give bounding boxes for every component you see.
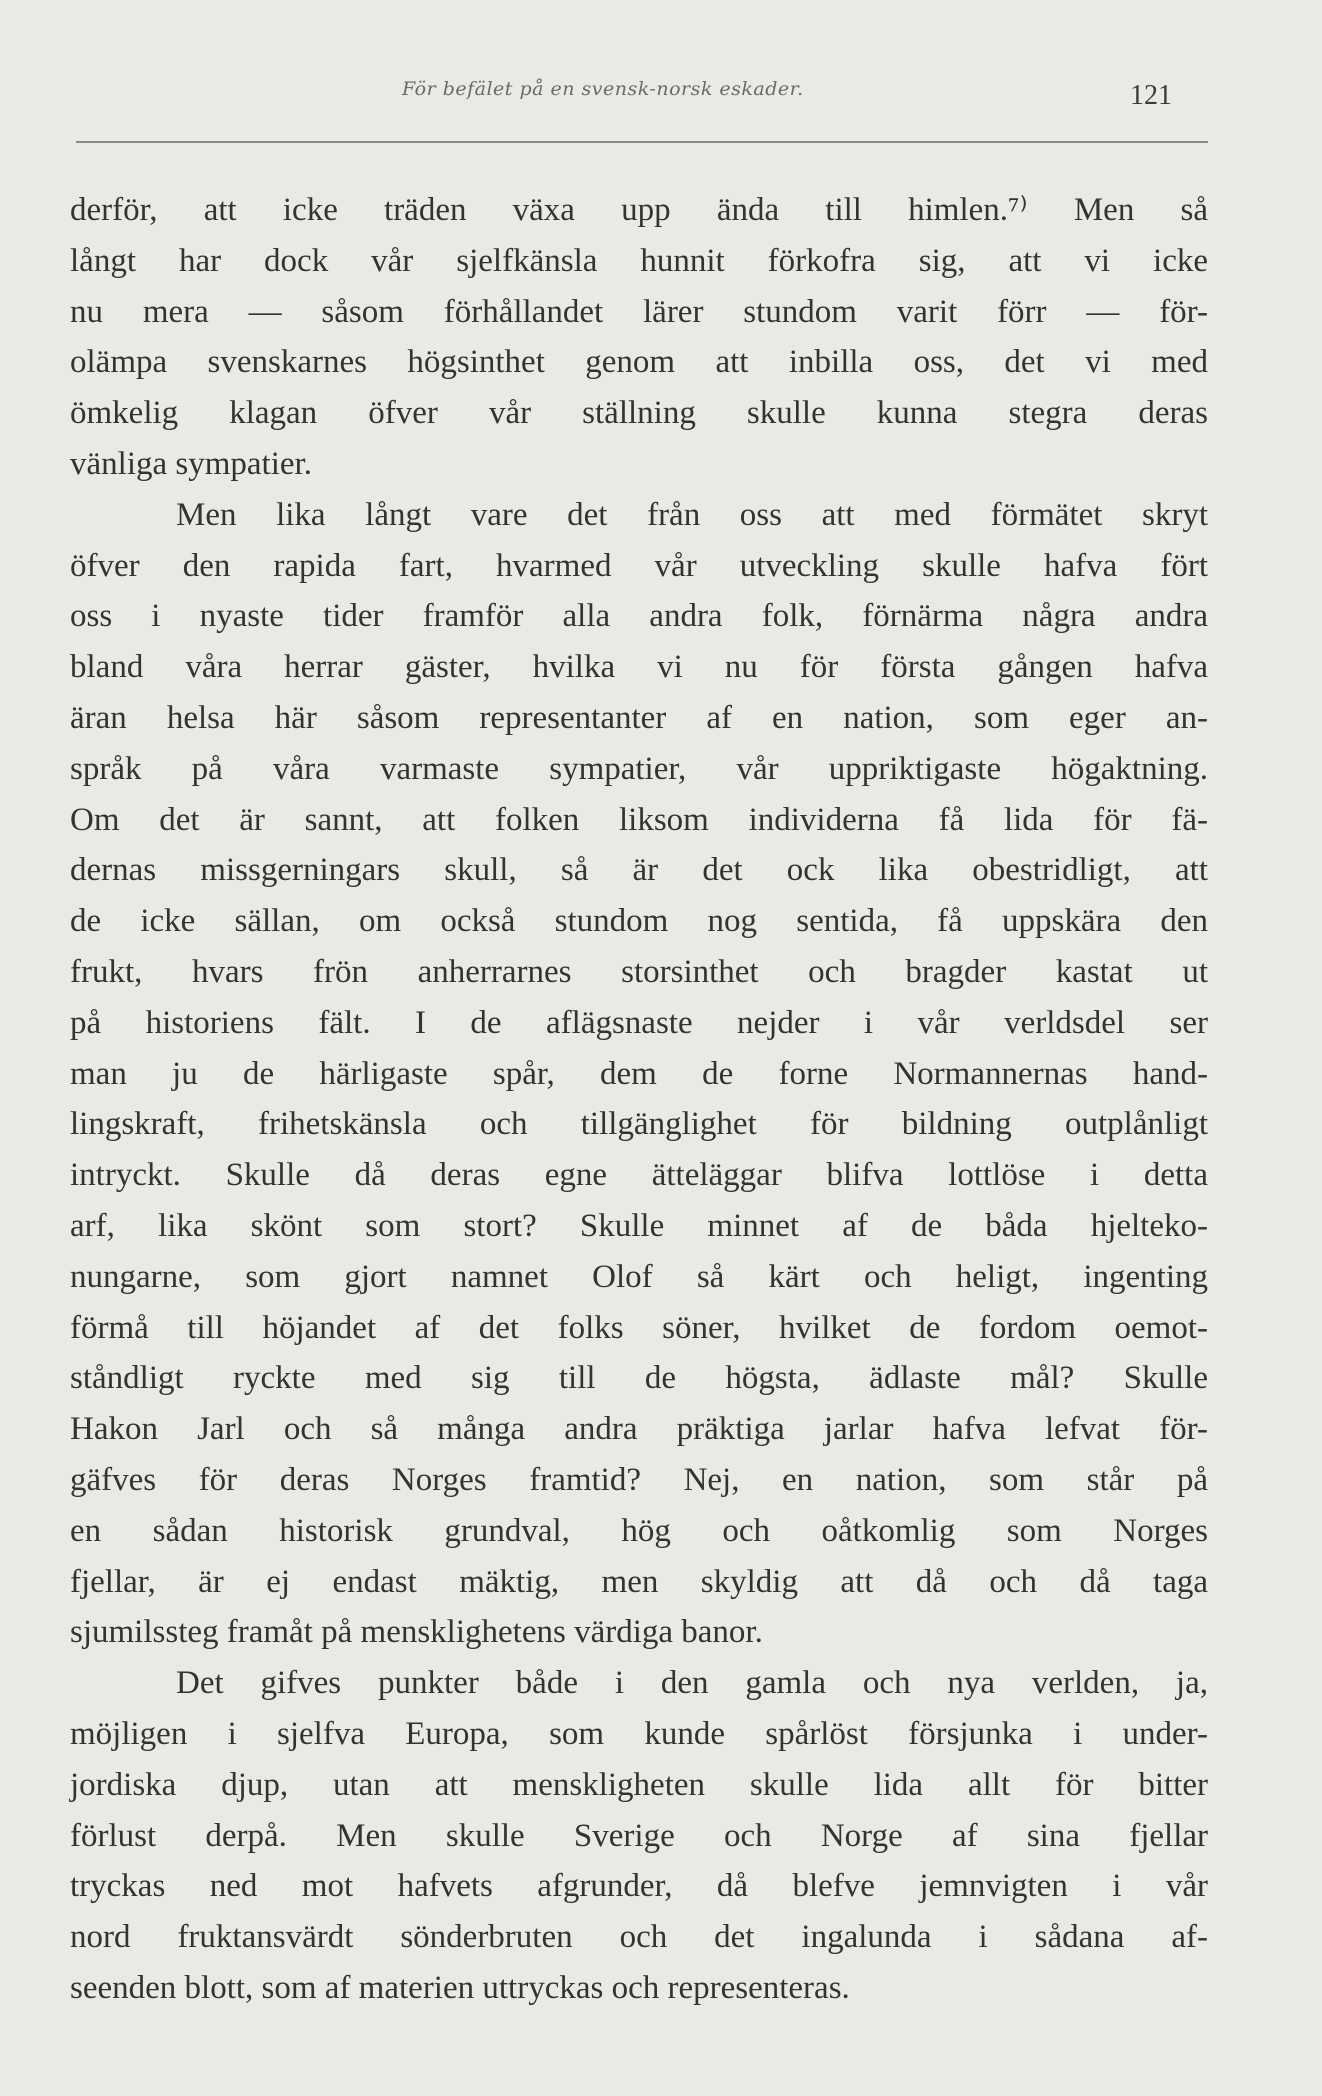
text-line: nungarne, som gjort namnet Olof så kärt och heligt, ingenting — [70, 1258, 1208, 1295]
text-line: Om det är sannt, att folken liksom individerna få lida för fä- — [70, 801, 1208, 838]
text-line: Men lika långt vare det från oss att med förmätet skryt — [176, 496, 1208, 533]
text-line: ömkelig klagan öfver vår ställning skulle kunna stegra deras — [70, 395, 1208, 432]
text-line: nord fruktansvärdt sönderbruten och det ingalunda i sådana af- — [70, 1919, 1208, 1956]
text-line: seenden blott, som af materien uttryckas och representeras. — [70, 1969, 850, 2006]
text-line: öfver den rapida fart, hvarmed vår utveckling skulle hafva fört — [70, 547, 1208, 584]
header-rule — [76, 141, 1208, 143]
text-line: möjligen i sjelfva Europa, som kunde spårlöst försjunka i under- — [70, 1715, 1208, 1752]
text-line: Hakon Jarl och så många andra präktiga jarlar hafva lefvat för- — [70, 1411, 1208, 1448]
body-text — [70, 185, 1208, 2014]
text-line: man ju de härligaste spår, dem de forne Normannernas hand- — [70, 1055, 1208, 1092]
text-line: språk på våra varmaste sympatier, vår uppriktigaste högaktning. — [70, 750, 1208, 787]
text-line: bland våra herrar gäster, hvilka vi nu för första gången hafva — [70, 649, 1208, 686]
text-line: fjellar, är ej endast mäktig, men skyldig att då och då taga — [70, 1563, 1208, 1600]
text-line: dernas missgerningars skull, så är det ock lika obestridligt, att — [70, 852, 1208, 889]
running-header — [0, 78, 1322, 118]
text-line: sjumilssteg framåt på mensklighetens värdiga banor. — [70, 1614, 763, 1651]
text-line: Det gifves punkter både i den gamla och nya verlden, ja, — [176, 1665, 1208, 1702]
text-line: olämpa svenskarnes högsinthet genom att inbilla oss, det vi med — [70, 344, 1208, 381]
page-number: 121 — [1130, 80, 1172, 111]
text-line: vänliga sympatier. — [70, 445, 312, 482]
text-line: långt har dock vår sjelfkänsla hunnit förkofra sig, att vi icke — [70, 242, 1208, 279]
running-title: För befälet på en svensk-norsk eskader. — [402, 78, 804, 100]
text-line: på historiens fält. I de aflägsnaste nejder i vår verldsdel ser — [70, 1004, 1208, 1041]
text-line: tryckas ned mot hafvets afgrunder, då blefve jemnvigten i vår — [70, 1868, 1208, 1905]
text-line: äran helsa här såsom representanter af en nation, som eger an- — [70, 699, 1208, 736]
text-line: nu mera — såsom förhållandet lärer stundom varit förr — för- — [70, 293, 1208, 330]
text-line: de icke sällan, om också stundom nog sentida, få uppskära den — [70, 903, 1208, 940]
text-line: gäfves för deras Norges framtid? Nej, en nation, som står på — [70, 1461, 1208, 1498]
text-line: frukt, hvars frön anherrarnes storsinthet och bragder kastat ut — [70, 953, 1208, 990]
text-line: oss i nyaste tider framför alla andra folk, förnärma några andra — [70, 598, 1208, 635]
text-line: förmå till höjandet af det folks söner, hvilket de fordom oemot- — [70, 1309, 1208, 1346]
text-line: lingskraft, frihetskänsla och tillgänglighet för bildning outplånligt — [70, 1106, 1208, 1143]
text-line: jordiska djup, utan att menskligheten skulle lida allt för bitter — [70, 1766, 1208, 1803]
text-line: en sådan historisk grundval, hög och oåtkomlig som Norges — [70, 1512, 1208, 1549]
text-line: derför, att icke träden växa upp ända till himlen.⁷⁾ Men så — [70, 192, 1208, 228]
text-line: ståndligt ryckte med sig till de högsta, ädlaste mål? Skulle — [70, 1360, 1208, 1397]
text-line: förlust derpå. Men skulle Sverige och Norge af sina fjellar — [70, 1817, 1208, 1854]
text-line: intryckt. Skulle då deras egne ätteläggar blifva lottlöse i detta — [70, 1157, 1208, 1194]
text-line: arf, lika skönt som stort? Skulle minnet af de båda hjelteko- — [70, 1207, 1208, 1244]
